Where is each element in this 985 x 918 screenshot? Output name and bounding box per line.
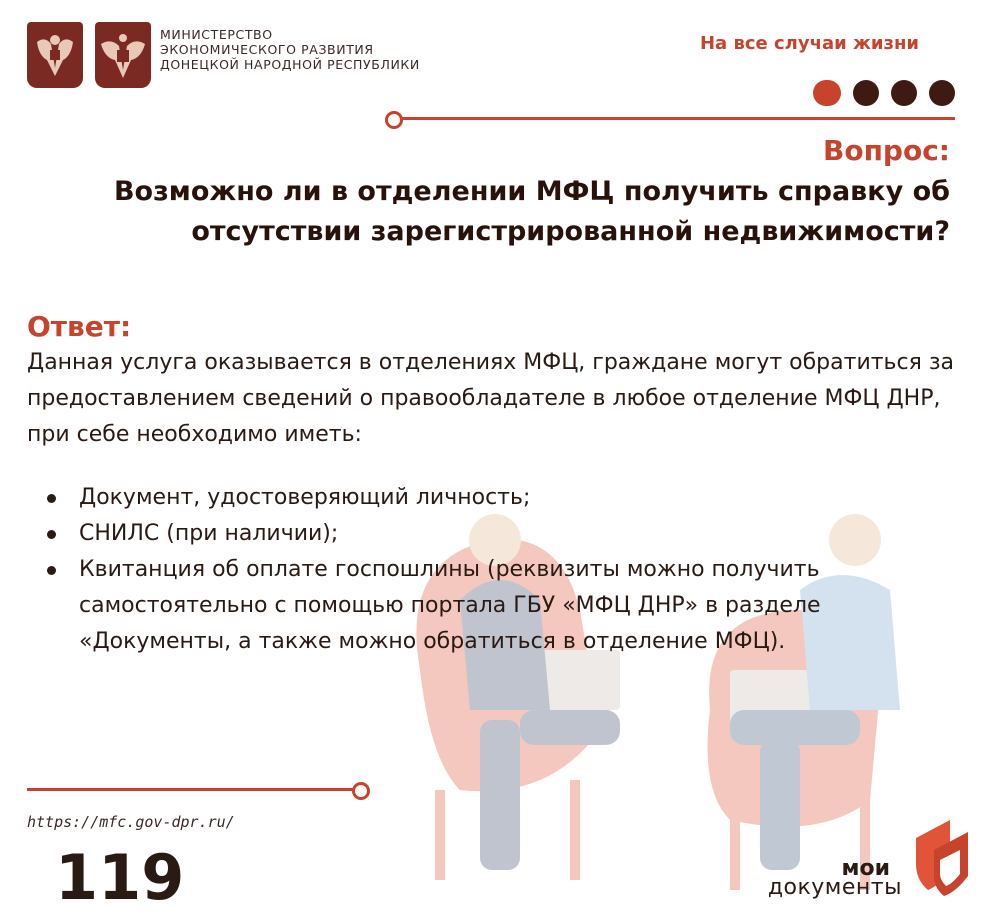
divider-ring-icon <box>385 111 403 129</box>
list-item-text: СНИЛС (при наличии); <box>79 521 339 546</box>
bullet-icon <box>47 494 56 503</box>
question-text: Возможно ли в отделении МФЦ получить справку об отсутствии зарегистрированной недвижимости? <box>113 176 950 247</box>
dot-icon <box>929 80 955 106</box>
dot-icon <box>813 80 841 106</box>
answer-text: Данная услуга оказывается в отделениях МФЦ, граждане могут обратиться за предоставлением сведений о правообладателе в любое отделение МФЦ ДНР, при себе необходимо иметь: <box>27 350 955 447</box>
ministry-line: ЭКОНОМИЧЕСКОГО РАЗВИТИЯ <box>160 42 374 57</box>
decorative-dots <box>813 80 955 106</box>
list-item-text: Документ, удостоверяющий личность; <box>79 485 531 510</box>
top-divider <box>400 117 955 120</box>
logo-text-line2: документы <box>767 875 902 900</box>
bottom-divider <box>27 788 355 791</box>
russia-coat-of-arms-icon <box>27 22 83 88</box>
ministry-name <box>160 27 420 72</box>
bullet-icon <box>47 566 56 575</box>
website-link[interactable]: https://mfc.gov-dpr.ru/ <box>27 813 235 831</box>
list-item <box>27 552 967 660</box>
dot-icon <box>891 80 917 106</box>
post-number: 119 <box>55 841 185 914</box>
moi-dokumenty-logo-icon <box>910 820 972 896</box>
logo-text-line1: мои <box>841 856 890 881</box>
ministry-line: МИНИСТЕРСТВО <box>160 27 273 42</box>
slogan: На все случаи жизни <box>699 33 919 54</box>
dot-icon <box>853 80 879 106</box>
dpr-coat-of-arms-icon <box>95 22 151 88</box>
ministry-line: ДОНЕЦКОЙ НАРОДНОЙ РЕСПУБЛИКИ <box>160 57 420 72</box>
divider-ring-icon <box>352 782 370 800</box>
bullet-icon <box>47 530 56 539</box>
answer-label: Ответ: <box>27 310 132 343</box>
list-item-text: Квитанция об оплате госпошлины (реквизиты можно получить самостоятельно с помощью портала ГБУ «МФЦ ДНР» в разделе «Документы, а также можно обратиться в отделение МФЦ). <box>79 557 821 654</box>
list-item <box>27 516 967 552</box>
question-label: Вопрос: <box>823 134 950 167</box>
requirements-list <box>27 480 967 660</box>
list-item <box>27 480 967 516</box>
